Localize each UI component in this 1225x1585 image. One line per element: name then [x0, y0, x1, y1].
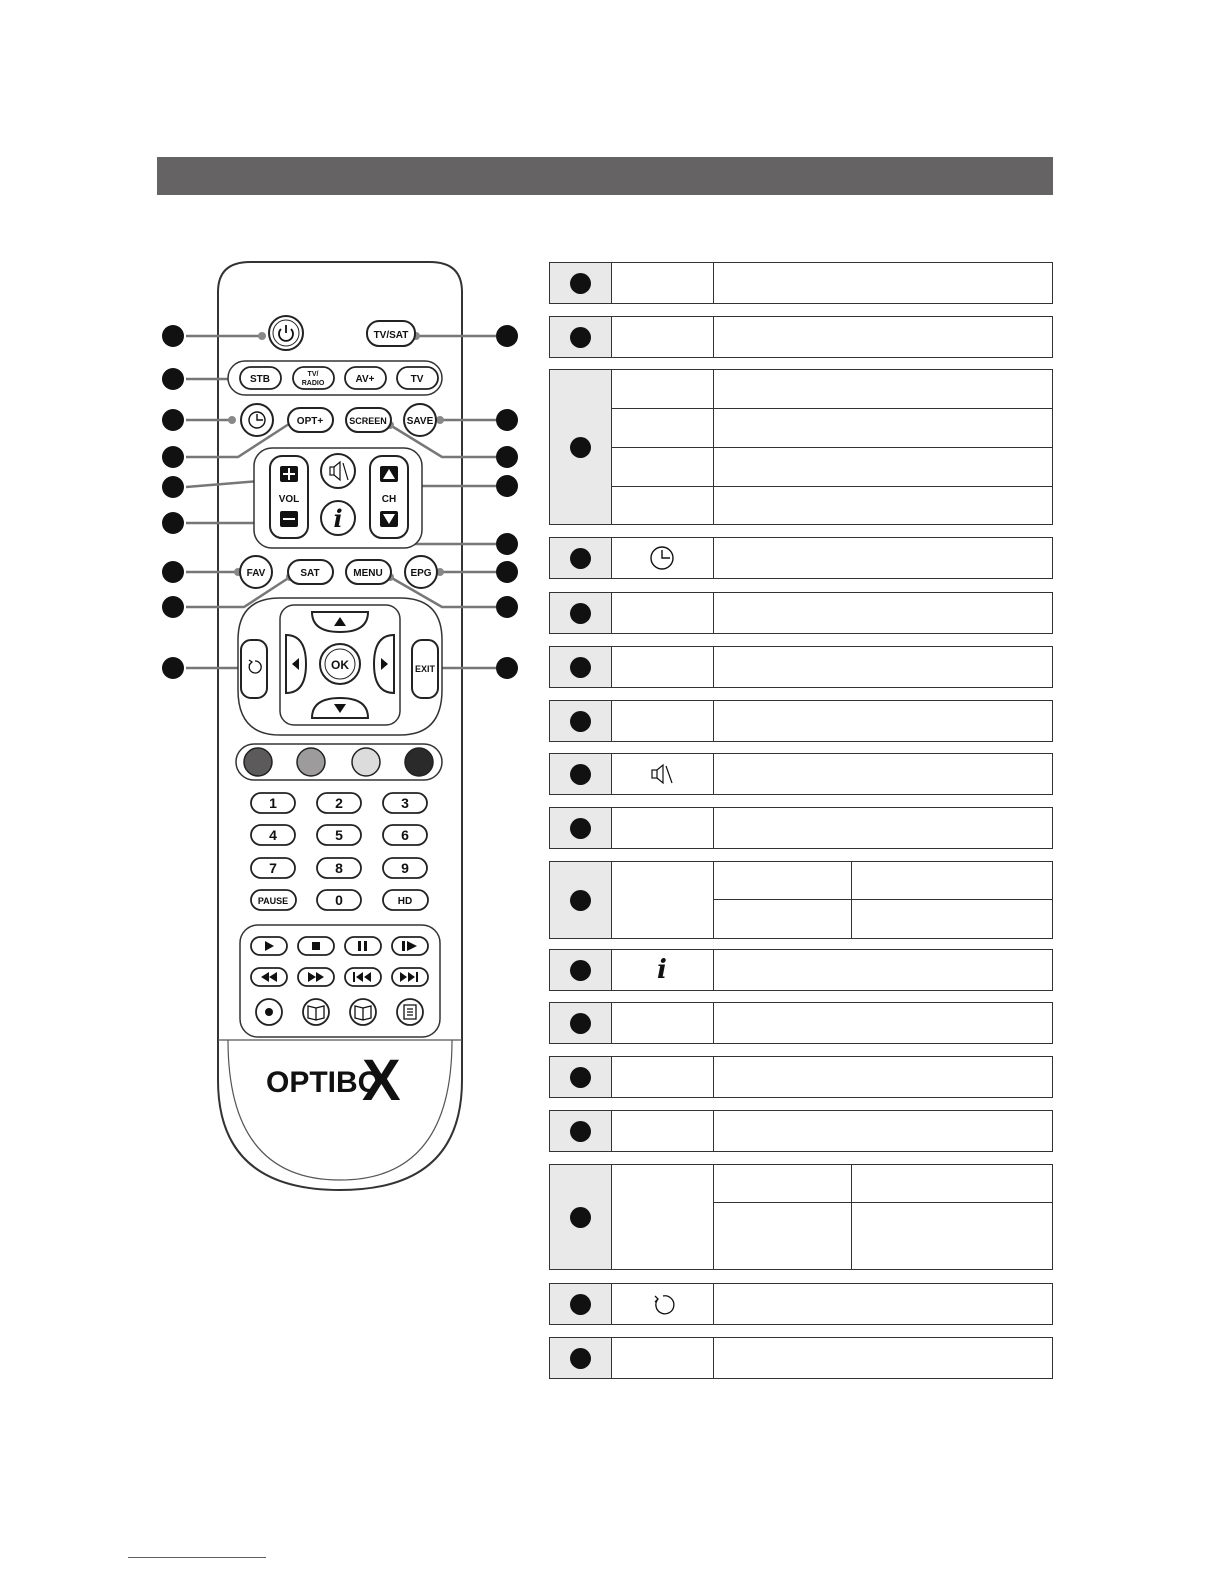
number-0-button[interactable] [317, 890, 361, 910]
nav-right-button[interactable] [374, 635, 394, 693]
previous-button[interactable] [345, 968, 381, 986]
blue-key[interactable] [405, 748, 433, 776]
ok-button[interactable] [320, 644, 360, 684]
nav-up-button[interactable] [312, 612, 368, 632]
tv-sat-label: TV/SAT [373, 330, 409, 341]
number-4-label: 4 [269, 827, 277, 843]
number-2-button[interactable] [317, 793, 361, 813]
next-button[interactable] [392, 968, 428, 986]
row-number-dot [570, 960, 591, 981]
number-8-button[interactable] [317, 858, 361, 878]
tv-radio-label-1: TV/ [307, 371, 319, 378]
mute-icon [649, 762, 675, 786]
tv-radio-button[interactable] [293, 367, 334, 389]
table-row-4 [549, 537, 1053, 579]
row-number-dot [570, 890, 591, 911]
row-number-dot [570, 764, 591, 785]
svg-text:X: X [362, 1048, 401, 1113]
row-number-dot [570, 1207, 591, 1228]
timer-button[interactable] [241, 404, 273, 436]
row-number-dot [570, 603, 591, 624]
ch-label: CH [381, 494, 397, 505]
av-plus-label: AV+ [355, 374, 375, 385]
vol-label: VOL [278, 494, 300, 505]
row-number-dot [570, 437, 591, 458]
fav-button[interactable] [240, 556, 272, 588]
number-8-label: 8 [335, 860, 343, 876]
row-number-dot [570, 548, 591, 569]
number-5-label: 5 [335, 827, 343, 843]
back-button[interactable] [241, 640, 267, 698]
number-2-label: 2 [335, 795, 343, 811]
table-row-11 [549, 949, 1053, 991]
number-6-label: 6 [401, 827, 409, 843]
row-number-dot [570, 1121, 591, 1142]
row-number-dot [570, 1294, 591, 1315]
screen-label: SCREEN [349, 416, 387, 426]
tv-sat-button[interactable] [367, 321, 415, 346]
exit-label: EXIT [414, 664, 436, 674]
pause-label: PAUSE [257, 896, 289, 906]
table-row-5 [549, 592, 1053, 634]
ok-label: OK [331, 658, 349, 672]
back-icon [649, 1291, 675, 1317]
number-1-label: 1 [269, 795, 277, 811]
sat-button[interactable] [288, 560, 333, 584]
epg-label: EPG [410, 568, 432, 579]
number-7-button[interactable] [251, 858, 295, 878]
row-number-dot [570, 1067, 591, 1088]
table-row-17 [549, 1337, 1053, 1379]
row-number-dot [570, 657, 591, 678]
stop-button[interactable] [298, 937, 334, 955]
row-number-dot [570, 1348, 591, 1369]
table-row-2 [549, 316, 1053, 358]
number-3-label: 3 [401, 795, 409, 811]
rewind-button[interactable] [251, 968, 287, 986]
tv-radio-label-2: RADIO [301, 380, 325, 387]
mute-button[interactable] [321, 454, 355, 488]
record-icon [265, 1008, 273, 1016]
number-7-label: 7 [269, 860, 277, 876]
tv-button[interactable] [397, 367, 438, 389]
table-row-3 [549, 369, 1053, 525]
info-button[interactable] [321, 501, 355, 535]
tv-label: TV [410, 374, 424, 385]
list-button[interactable] [397, 999, 423, 1025]
volume-rocker[interactable] [270, 456, 308, 538]
number-0-label: 0 [335, 892, 343, 908]
stb-button[interactable] [240, 367, 281, 389]
table-row-14 [549, 1110, 1053, 1152]
clock-icon [649, 545, 675, 571]
table-row-8 [549, 753, 1053, 795]
number-9-button[interactable] [383, 858, 427, 878]
stb-label: STB [250, 374, 270, 385]
save-label: SAVE [406, 416, 434, 427]
table-row-7 [549, 700, 1053, 742]
book-button-1[interactable] [303, 999, 329, 1025]
number-9-label: 9 [401, 860, 409, 876]
row-number-dot [570, 273, 591, 294]
row-number-dot [570, 818, 591, 839]
red-key[interactable] [244, 748, 272, 776]
table-row-6 [549, 646, 1053, 688]
pause-media-button[interactable] [345, 937, 381, 955]
row-number-dot [570, 1013, 591, 1034]
opt-plus-button[interactable] [288, 408, 333, 432]
number-3-button[interactable] [383, 793, 427, 813]
exit-button[interactable] [412, 640, 438, 698]
pause-button[interactable] [251, 890, 296, 910]
book-button-2[interactable] [350, 999, 376, 1025]
play-button[interactable] [251, 937, 287, 955]
number-4-button[interactable] [251, 825, 295, 845]
number-6-button[interactable] [383, 825, 427, 845]
info-icon: i [333, 504, 343, 533]
sat-label: SAT [300, 568, 320, 579]
section-header-bar [157, 157, 1053, 195]
yellow-key[interactable] [352, 748, 380, 776]
footer-link-underline [128, 1557, 266, 1558]
power-button[interactable] [269, 316, 303, 350]
nav-down-button[interactable] [312, 698, 368, 718]
fast-forward-button[interactable] [298, 968, 334, 986]
row-number-dot [570, 327, 591, 348]
number-5-button[interactable] [317, 825, 361, 845]
epg-button[interactable] [405, 556, 437, 588]
green-key[interactable] [297, 748, 325, 776]
table-row-12 [549, 1002, 1053, 1044]
step-forward-button[interactable] [392, 937, 428, 955]
row-number-dot [570, 711, 591, 732]
svg-text:OPTIBO: OPTIBO [266, 1066, 382, 1099]
hd-button[interactable] [383, 890, 428, 910]
table-row-16 [549, 1283, 1053, 1325]
screen-button[interactable] [346, 408, 391, 432]
channel-rocker[interactable] [370, 456, 408, 538]
record-button[interactable] [256, 999, 282, 1025]
save-button[interactable] [404, 404, 436, 436]
nav-left-button[interactable] [286, 635, 306, 693]
menu-button[interactable] [346, 560, 391, 584]
hd-label: HD [397, 896, 413, 907]
info-icon: i [657, 955, 667, 985]
av-plus-button[interactable] [345, 367, 386, 389]
table-row-15 [549, 1164, 1053, 1270]
number-1-button[interactable] [251, 793, 295, 813]
table-row-9 [549, 807, 1053, 849]
table-row-10 [549, 861, 1053, 939]
fav-label: FAV [246, 568, 266, 579]
remote-control-illustration [155, 255, 525, 1200]
menu-label: MENU [353, 568, 383, 579]
table-row-1 [549, 262, 1053, 304]
opt-plus-label: OPT+ [296, 416, 324, 427]
table-row-13 [549, 1056, 1053, 1098]
